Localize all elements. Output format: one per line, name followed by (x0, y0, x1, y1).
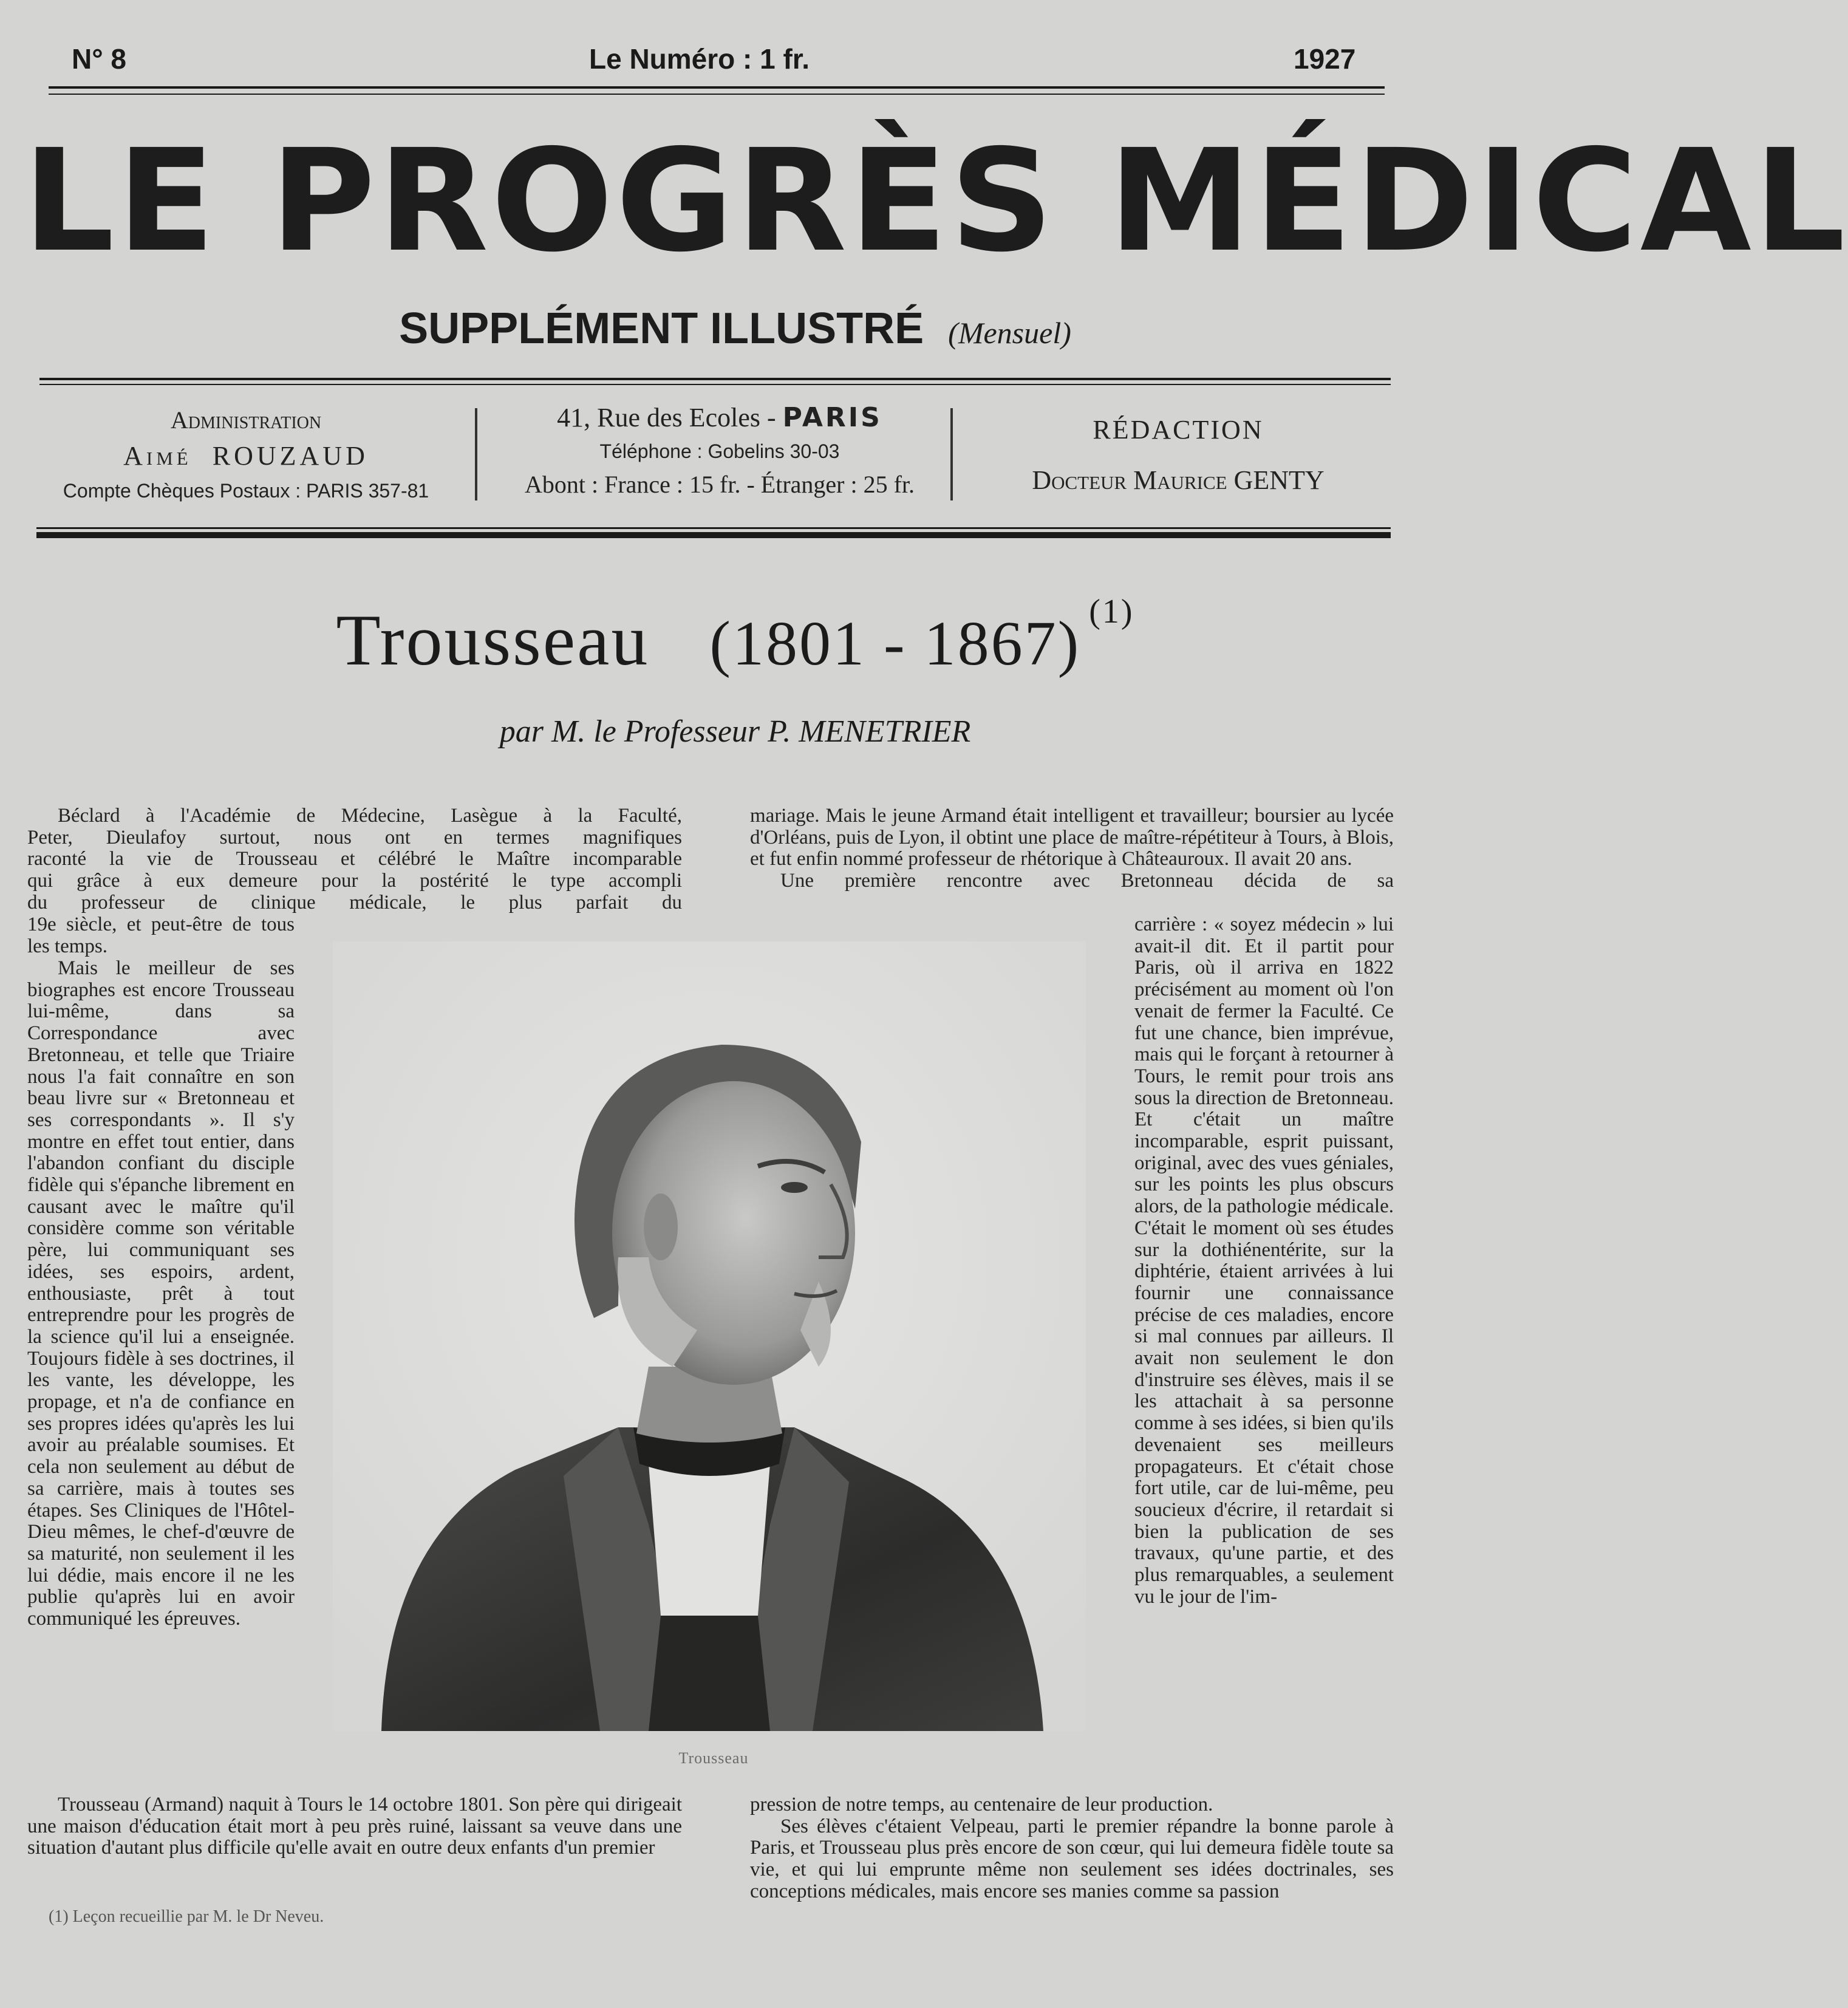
masthead-top-line (49, 43, 1372, 79)
article-title-name: Trousseau (336, 599, 650, 680)
trousseau-portrait (333, 941, 1086, 1731)
intro-line-5: du professeur de clinique médicale, le plus parfait du (27, 891, 682, 914)
right-bottom-paragraph (750, 1794, 1394, 1903)
intro-line-1: Béclard à l'Académie de Médecine, Lasègue à la Faculté, (58, 805, 682, 827)
newspaper-subtitle (0, 304, 1470, 353)
right-bottom-text: pression de notre temps, au centenaire de leur production. (750, 1794, 1213, 1815)
issue-year: 1927 (1294, 43, 1356, 75)
article-byline: par M. le Professeur P. MENETRIER (499, 714, 971, 749)
right-bottom-text-2: Ses élèves c'étaient Velpeau, parti le premier répandre la bonne parole à Paris, et Trousseau plus près encore de son cœur, qui lui demeura fidèle toute sa vie, et qui lui emprunte même non seulement ses idées doctrinales, ses conceptions médicales, mais encore ses manies comme sa passion (750, 1815, 1394, 1902)
right-top-paragraph (750, 805, 1394, 892)
redaction-block (972, 414, 1385, 496)
portrait-caption: Trousseau (678, 1749, 749, 1767)
intro-tail (27, 914, 295, 957)
newspaper-title: LE PROGRÈS MÉDICAL (22, 119, 1848, 283)
article-dates: (1801 - 1867) (709, 609, 1081, 678)
portrait-illustration (333, 941, 1086, 1731)
info-divider-right (950, 408, 953, 500)
subscription-rates: Abont : France : 15 fr. - Étranger : 25 fr. (524, 471, 915, 498)
street-address: 41, Rue des Ecoles (557, 403, 760, 432)
top-rule-thin (49, 94, 1385, 95)
masthead-rule-thin (39, 384, 1391, 385)
administration-name (36, 440, 455, 471)
telephone: Téléphone : Gobelins 30-03 (599, 440, 840, 462)
left-column-text: Mais le meilleur de ses biographes est encore Trousseau lui-même, dans sa Correspondance avec Bretonneau, et telle que Triaire nous l'a fait connaître en son beau livre sur « Bretonneau et ses correspondants ». Il s'y montre en effet tout entier, dans l'abandon confiant du disciple fidèle qui s'épanche librement en causant avec le maître qu'il considère comme son véritable père, lui communiquant ses idées, ses espoirs, ardent, enthousiaste, prêt à tout entreprendre pour les progrès de la science qu'il lui a enseignée. Toujours fidèle à ses doctrines, il les vante, les développe, les propage, et n'a de confiance en ses propres idées qu'après les lui avoir au préalable soumises. Et cela non seulement au début de sa carrière, mais à toutes ses étapes. Ses Cliniques de l'Hôtel-Dieu mêmes, le chef-d'œuvre de sa maturité, non seulement il les lui dédie, mais encore il ne les publie qu'après lui en avoir communiqué les épreuves. (27, 957, 295, 1630)
right-column (1134, 914, 1394, 1608)
issue-number: N° 8 (72, 43, 126, 75)
editor-name: Docteur Maurice GENTY (1032, 465, 1325, 495)
left-column (27, 958, 295, 1630)
intro-line-3: raconté la vie de Trousseau et célébré le Maître incomparable (27, 848, 682, 870)
city-name: PARIS (782, 402, 882, 433)
administration-block (36, 406, 455, 502)
article-title (0, 593, 1470, 682)
address-line: 41, Rue des Ecoles - PARIS (557, 402, 882, 433)
administration-heading: Administration (170, 406, 322, 434)
footnote-reference: (1) (1089, 593, 1134, 630)
intro-tail-text: 19e siècle, et peut-être de tous les temps. (27, 914, 295, 957)
right-top-text: mariage. Mais le jeune Armand était intelligent et travailleur; boursier au lycée d'Orléans, puis de Lyon, il obtint une place de maître-répétiteur à Tours, à Blois, et fut enfin nommé professeur de rhétorique à Châteauroux. Il avait 20 ans. (750, 805, 1394, 870)
admin-last-name: ROUZAUD (212, 441, 369, 471)
footnote: (1) Leçon recueillie par M. le Dr Neveu. (49, 1907, 324, 1926)
intro-line-2: Peter, Dieulafoy surtout, nous ont en termes magnifiques (27, 826, 682, 849)
intro-paragraph (27, 805, 682, 914)
info-rule-thin (36, 527, 1391, 529)
info-rule-thick (36, 532, 1391, 538)
birth-paragraph-text: Trousseau (Armand) naquit à Tours le 14 octobre 1801. Son père qui dirigeait une maison d'éducation était mort à peu près ruiné, laissant sa veuve dans une situation d'autant plus difficile qu'elle avait en outre deux enfants d'un premier (27, 1794, 682, 1859)
right-column-text: carrière : « soyez médecin » lui avait-il dit. Et il partit pour Paris, où il arriva en 1822 précisément au moment où l'on venait de fermer la Faculté. Ce fut une chance, bien imprévue, mais qui le forçant à retourner à Tours, le remit pour trois ans sous la direction de Bretonneau. Et c'était un maître incomparable, esprit puissant, original, avec des vues géniales, sur les points les plus obscurs alors, de la pathologie médicale. C'était le moment où ses études sur la dothiénentérite, sur la diphtérie, étaient arrivées à lui fournir une connaissance précise de ces maladies, encore si mal connues par ailleurs. Il avait non seulement le don d'instruire ses élèves, mais il se les attachait à sa personne comme à ses idées, si bien qu'ils devenaient ses meilleurs propagateurs. Et c'était chose fort utile, car de lui-même, peu soucieux d'écrire, il retardait si bien la publication de ses travaux, qu'une partie, et des plus remarquables, a seulement vu le jour de l'im- (1134, 914, 1394, 1608)
birth-paragraph (27, 1794, 682, 1859)
right-first-line: Une première rencontre avec Bretonneau décida de sa (780, 870, 1394, 892)
intro-line-4: qui grâce à eux demeure pour la postérité le type accompli (27, 870, 682, 892)
frequency-text: (Mensuel) (948, 316, 1071, 350)
admin-first-name: Aimé (123, 441, 192, 471)
address-block (486, 402, 953, 499)
info-divider-left (475, 408, 477, 500)
issue-price: Le Numéro : 1 fr. (589, 43, 810, 75)
postal-account: Compte Chèques Postaux : PARIS 357-81 (63, 480, 429, 502)
redaction-heading: RÉDACTION (1093, 415, 1264, 445)
subtitle-text: SUPPLÉMENT ILLUSTRÉ (399, 304, 924, 353)
top-rule (49, 86, 1385, 89)
masthead-rule (39, 378, 1391, 380)
